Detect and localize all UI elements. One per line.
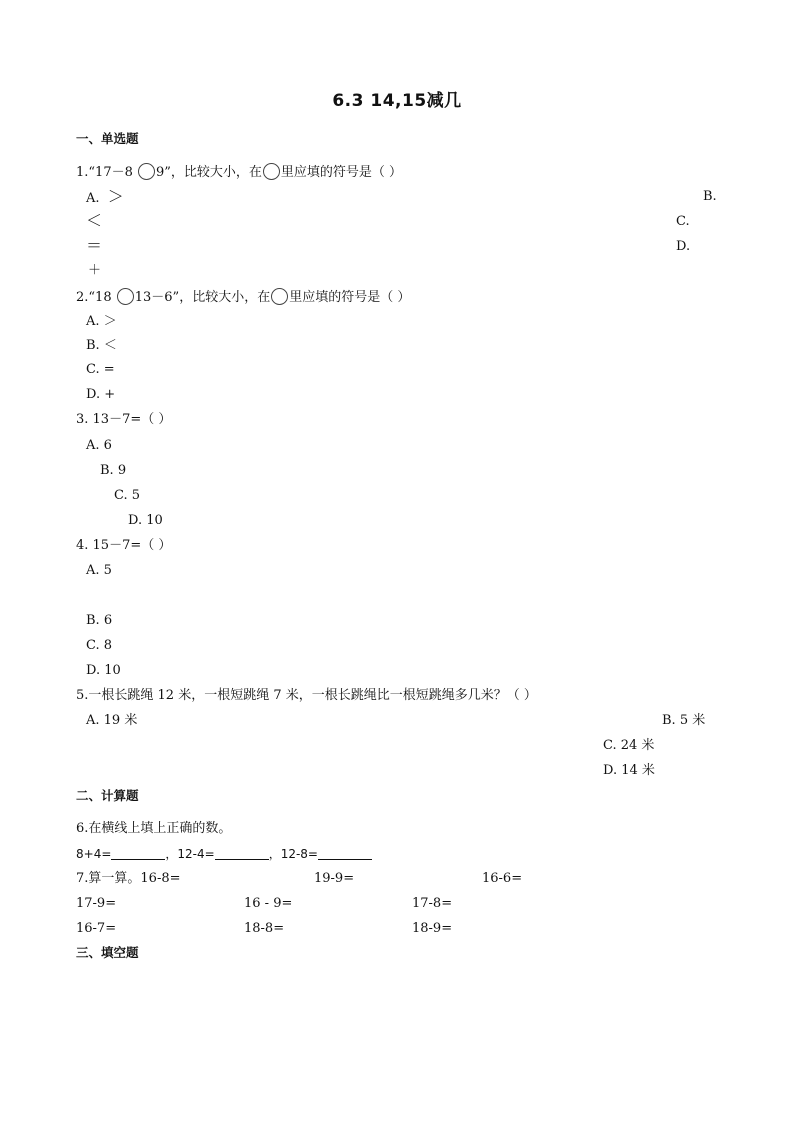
question-4-stem: 4. 15－7=（ ）	[76, 538, 172, 553]
question-1-stem-part-a: 1.“17－8	[76, 165, 137, 180]
question-7-stem: 7.算一算。16-8=	[76, 871, 181, 886]
calc-item: 17-9=	[76, 896, 117, 911]
question-5-option-d[interactable]: D. 14 米	[603, 763, 655, 778]
equation-1: 8+4=	[76, 847, 112, 861]
question-3-stem: 3. 13－7=（ ）	[76, 412, 172, 427]
question-1-option-d-label[interactable]: D.	[676, 239, 691, 254]
question-1-stem-part-b: 9”，比较大小，在	[156, 165, 262, 180]
calc-item: 16-6=	[482, 871, 523, 886]
calc-item: 19-9=	[314, 871, 355, 886]
section-heading-fill-in: 三、填空题	[76, 945, 139, 960]
page-title: 6.3 14,15减几	[332, 91, 462, 111]
question-2-stem-part-b: 13－6”，比较大小，在	[134, 290, 271, 305]
question-6-stem: 6.在横线上填上正确的数。	[76, 821, 232, 836]
option-label: A.	[86, 191, 100, 206]
question-1-option-d-value: ＋	[88, 263, 102, 278]
calc-item: 18-8=	[244, 921, 285, 936]
equation-3: ，12-8=	[268, 847, 318, 861]
question-1-option-c-value: ＝	[86, 236, 103, 255]
question-4-option-a[interactable]: A. 5	[86, 563, 112, 578]
answer-blank[interactable]	[318, 847, 372, 860]
question-6-blanks	[76, 846, 372, 862]
equation-2: ，12-4=	[165, 847, 215, 861]
comparison-circle-icon	[117, 288, 134, 305]
question-1-option-b-value: ＜	[86, 211, 103, 230]
question-2-option-d[interactable]: D. +	[86, 387, 116, 402]
question-4-option-d[interactable]: D. 10	[86, 663, 121, 678]
answer-blank[interactable]	[111, 847, 165, 860]
question-5-option-c[interactable]: C. 24 米	[603, 738, 655, 753]
question-2-stem-part-a: 2.“18	[76, 290, 116, 305]
comparison-circle-icon	[138, 163, 155, 180]
question-2-option-a[interactable]: A. ＞	[86, 314, 117, 329]
question-3-option-b[interactable]: B. 9	[100, 463, 127, 478]
calc-item: 17-8=	[412, 896, 453, 911]
question-1-stem-part-c: 里应填的符号是（ ）	[280, 165, 403, 180]
question-5-option-a[interactable]: A. 19 米	[86, 713, 138, 728]
answer-blank[interactable]	[215, 847, 269, 860]
question-3-option-d[interactable]: D. 10	[128, 513, 163, 528]
question-2-option-b[interactable]: B. ＜	[86, 338, 117, 353]
question-4-option-c[interactable]: C. 8	[86, 638, 113, 653]
section-heading-calculation: 二、计算题	[76, 788, 139, 803]
calc-item: 16-7=	[76, 921, 117, 936]
question-5-option-b[interactable]: B. 5 米	[662, 713, 706, 728]
question-5-stem: 5.一根长跳绳 12 米，一根短跳绳 7 米，一根长跳绳比一根短跳绳多几米？（ ）	[76, 688, 537, 703]
comparison-circle-icon	[263, 163, 280, 180]
question-1-option-a[interactable]	[86, 189, 124, 207]
calc-item: 18-9=	[412, 921, 453, 936]
question-2-stem	[76, 288, 410, 306]
question-3-option-c[interactable]: C. 5	[114, 488, 141, 503]
question-2-option-c[interactable]: C. =	[86, 362, 115, 377]
question-1-option-b-label[interactable]: B.	[703, 189, 717, 204]
section-heading-single-choice: 一、单选题	[76, 131, 139, 146]
question-3-option-a[interactable]: A. 6	[86, 438, 112, 453]
question-2-stem-part-c: 里应填的符号是（ ）	[289, 290, 411, 305]
question-1-option-c-label[interactable]: C.	[676, 214, 690, 229]
comparison-circle-icon	[271, 288, 288, 305]
option-value: ＞	[107, 187, 124, 206]
question-4-option-b[interactable]: B. 6	[86, 613, 113, 628]
calc-item: 16 - 9=	[244, 896, 293, 911]
question-1-stem	[76, 163, 402, 181]
